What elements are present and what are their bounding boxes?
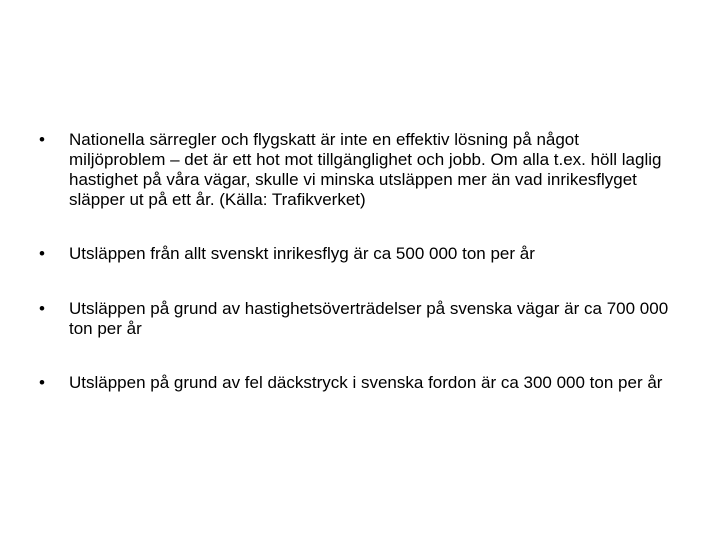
bullet-list [36,130,676,425]
bullet-item-domestic-flight-emissions [36,244,676,264]
bullet-item-speeding-emissions [36,299,676,339]
bullet-marker: • [39,299,45,318]
bullet-marker: • [39,244,45,263]
bullet-item-tire-pressure-emissions [36,373,676,393]
bullet-marker: • [39,373,45,392]
bullet-text: Utsläppen på grund av hastighetsöverträdelser på svenska vägar är ca 700 000 ton per år [69,299,669,338]
bullet-text: Utsläppen på grund av fel däckstryck i svenska fordon är ca 300 000 ton per år [69,373,663,392]
bullet-text: Nationella särregler och flygskatt är inte en effektiv lösning på något miljöproblem – det är ett hot mot tillgänglighet och jobb. Om alla t.ex. höll laglig hastighet på våra vägar, skulle vi minska utsläppen mer än vad inrikesflyget släpper ut på ett år. (Källa: Trafikverket) [69,130,662,209]
bullet-text: Utsläppen från allt svenskt inrikesflyg är ca 500 000 ton per år [69,244,535,263]
bullet-marker: • [39,130,45,149]
bullet-item-flight-tax [36,130,676,210]
